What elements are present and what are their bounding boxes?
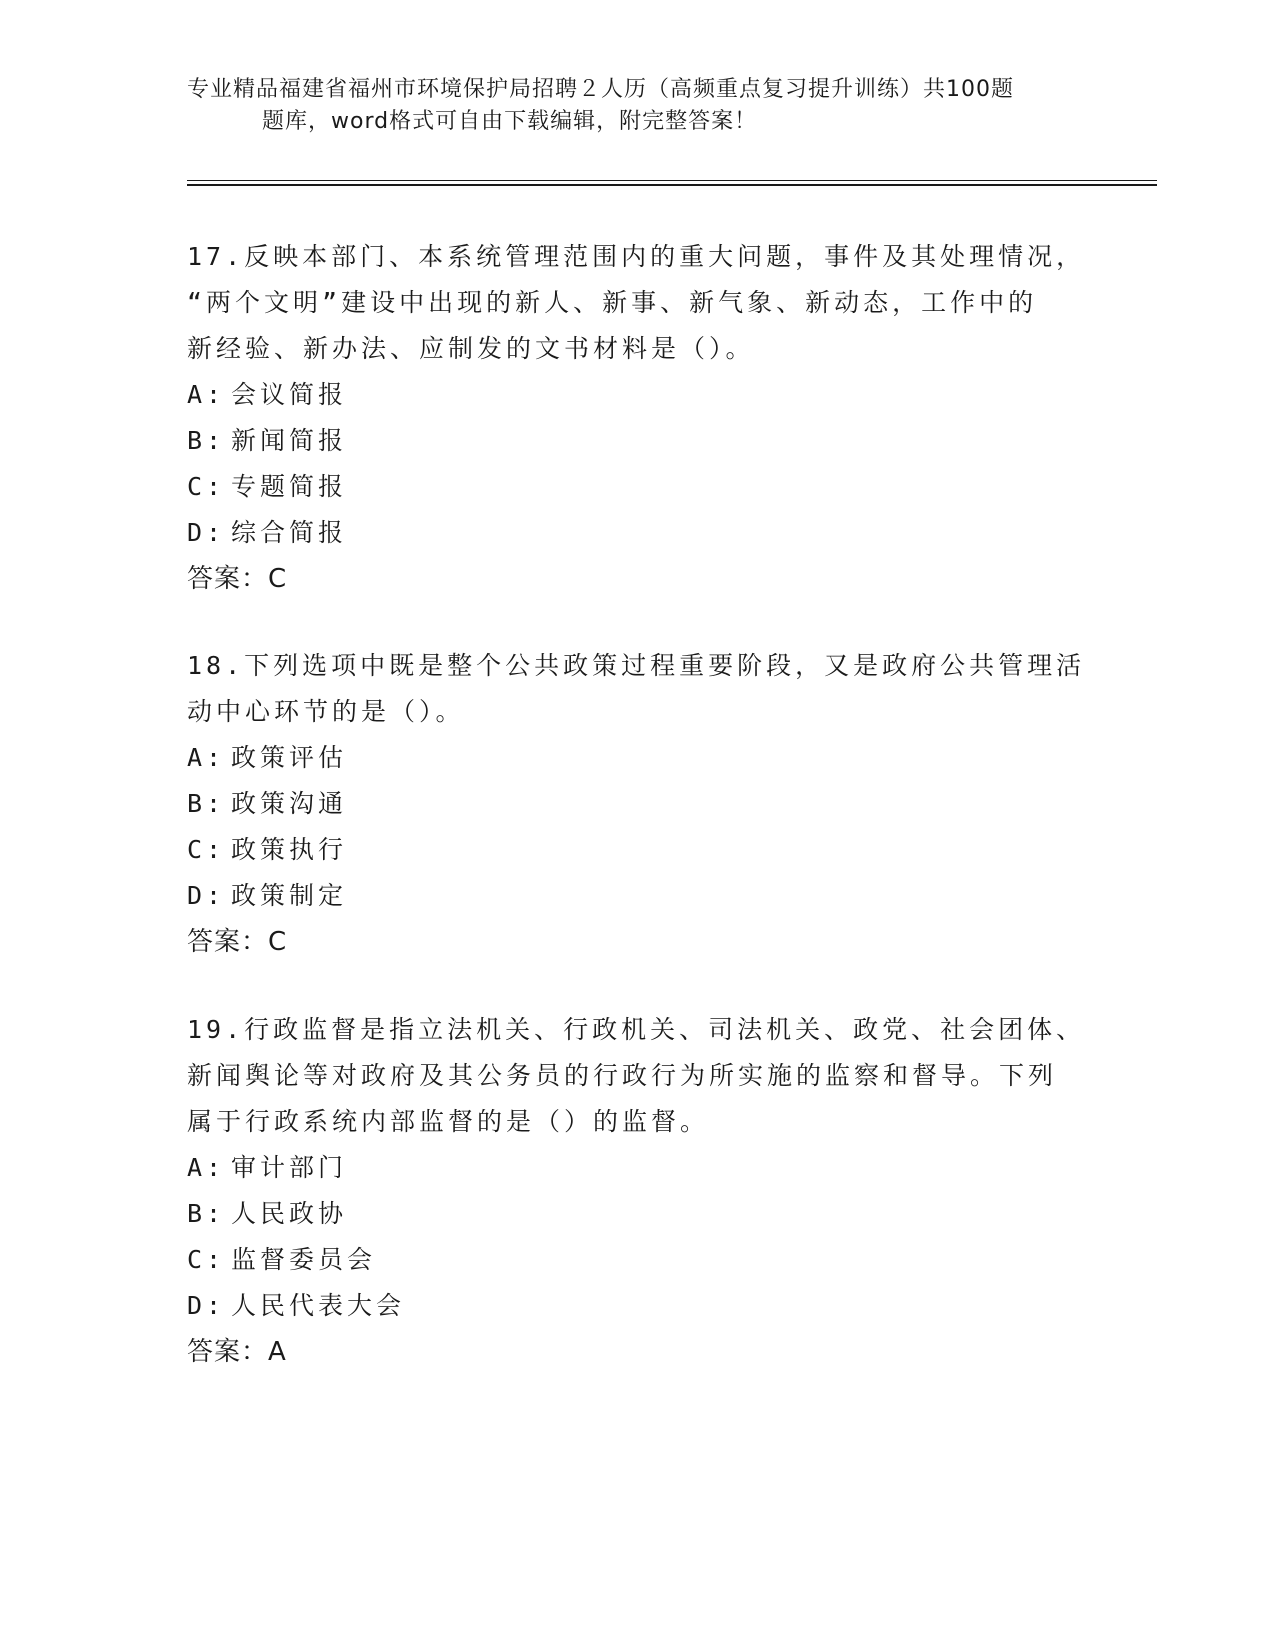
question-19-option-c (187, 1237, 1087, 1283)
option-letter: C: (187, 835, 226, 864)
option-text: 监督委员会 (231, 1245, 377, 1274)
question-19-option-a (187, 1145, 1087, 1191)
option-text: 政策评估 (231, 743, 348, 772)
question-17-option-b (187, 418, 1087, 464)
option-letter: A: (187, 380, 226, 409)
document-title-line-2: 题库，word格式可自由下载编辑，附完整答案！ (262, 109, 758, 134)
option-text: 政策沟通 (231, 789, 348, 818)
question-17-line-2: “两个文明”建设中出现的新人、新事、新气象、新动态，工作中的 (187, 288, 1038, 317)
question-18-line-1: 18.下列选项中既是整个公共政策过程重要阶段，又是政府公共管理活 (187, 651, 1086, 680)
option-letter: D: (187, 881, 226, 910)
question-18-option-d (187, 873, 1087, 919)
question-17-line-3: 新经验、新办法、应制发的文书材料是（）。 (187, 334, 755, 363)
option-text: 专题简报 (231, 472, 348, 501)
question-19-line-1: 19.行政监督是指立法机关、行政机关、司法机关、政党、社会团体、 (187, 1015, 1086, 1044)
question-17-option-d (187, 510, 1087, 556)
question-18-option-b (187, 781, 1087, 827)
question-19-option-d (187, 1283, 1087, 1329)
option-letter: A: (187, 1153, 226, 1182)
option-letter: D: (187, 1291, 226, 1320)
option-text: 新闻简报 (231, 426, 348, 455)
header-divider-thick (187, 184, 1157, 186)
question-17 (187, 234, 1087, 602)
header-divider-thin (187, 180, 1157, 181)
option-text: 政策执行 (231, 835, 348, 864)
document-title-line-1: 专业精品福建省福州市环境保护局招聘２人历（高频重点复习提升训练）共100题 (187, 77, 1014, 102)
option-letter: C: (187, 1245, 226, 1274)
question-17-answer: 答案：C (187, 564, 288, 594)
document-header (187, 74, 1087, 138)
option-letter: D: (187, 518, 226, 547)
question-19-option-b (187, 1191, 1087, 1237)
question-17-option-a (187, 372, 1087, 418)
option-text: 综合简报 (231, 518, 348, 547)
option-text: 人民政协 (231, 1199, 348, 1228)
option-text: 会议简报 (231, 380, 348, 409)
question-19-line-3: 属于行政系统内部监督的是（）的监督。 (187, 1107, 710, 1136)
question-18-option-c (187, 827, 1087, 873)
question-17-line-1: 17.反映本部门、本系统管理范围内的重大问题，事件及其处理情况， (187, 242, 1086, 271)
question-19 (187, 1007, 1087, 1375)
question-19-line-2: 新闻舆论等对政府及其公务员的行政行为所实施的监察和督导。下列 (187, 1061, 1058, 1090)
option-text: 人民代表大会 (231, 1291, 406, 1320)
question-18-line-2: 动中心环节的是（）。 (187, 697, 465, 726)
option-letter: A: (187, 743, 226, 772)
option-letter: B: (187, 1199, 226, 1228)
question-18-answer: 答案：C (187, 927, 288, 957)
option-letter: B: (187, 789, 226, 818)
option-text: 政策制定 (231, 881, 348, 910)
question-19-answer: 答案：A (187, 1337, 287, 1367)
option-letter: C: (187, 472, 226, 501)
question-18-option-a (187, 735, 1087, 781)
question-18 (187, 643, 1087, 965)
option-text: 审计部门 (231, 1153, 348, 1182)
question-17-option-c (187, 464, 1087, 510)
option-letter: B: (187, 426, 226, 455)
